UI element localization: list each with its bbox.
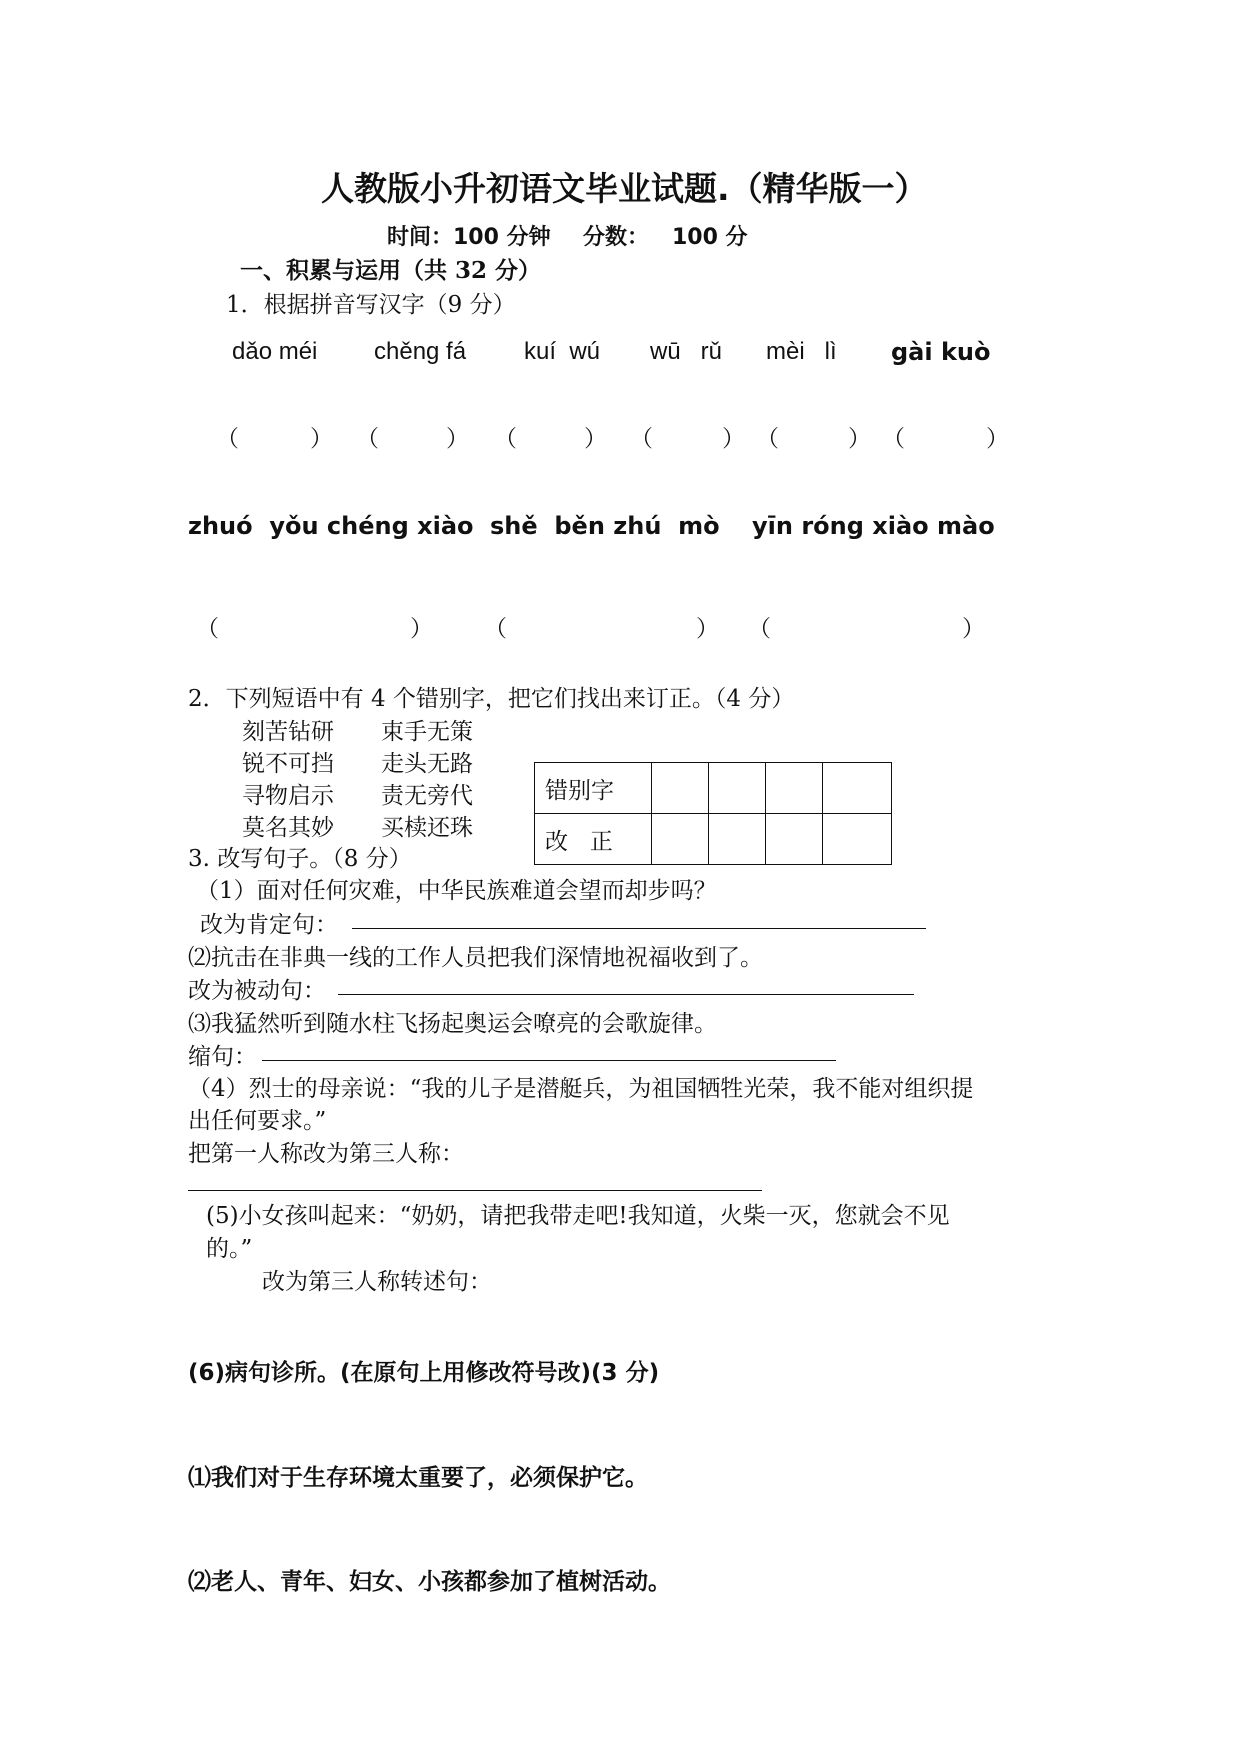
answer-cell[interactable] — [823, 814, 892, 865]
q3-instruction-3: 缩句： — [188, 1044, 257, 1070]
phrase: 责无旁代 — [381, 783, 473, 809]
phrase: 锐不可挡 — [242, 751, 334, 777]
q3-instruction-5: 改为第三人称转述句： — [262, 1269, 492, 1295]
answer-paren-open: （ — [196, 616, 219, 642]
answer-paren-open: （ — [216, 426, 239, 452]
answer-paren-open: （ — [484, 616, 507, 642]
answer-cell[interactable] — [709, 763, 766, 814]
q3-sentence-4-line1: （4）烈士的母亲说：“我的儿子是潜艇兵，为祖国牺牲光荣，我不能对组织提 — [188, 1076, 974, 1102]
pinyin-2: chěng fá — [374, 338, 467, 365]
answer-cell[interactable] — [709, 814, 766, 865]
answer-paren-close: ） — [584, 426, 607, 452]
answer-paren-close: ） — [446, 426, 469, 452]
answer-paren-close: ） — [986, 426, 1009, 452]
pinyin-6: gài kuò — [891, 338, 991, 366]
answer-paren-open: （ — [882, 426, 905, 452]
q6-prompt: (6)病句诊所。(在原句上用修改符号改)(3 分) — [188, 1360, 660, 1386]
q3-instruction-1: 改为肯定句： — [200, 912, 338, 938]
q3-instruction-4: 把第一人称改为第三人称： — [188, 1141, 464, 1167]
pinyin-idiom-1: zhuó yǒu chéng xiào — [188, 512, 474, 540]
table-row — [535, 763, 892, 814]
q3-sentence-3: ⑶我猛然听到随水柱飞扬起奥运会嘹亮的会歌旋律。 — [188, 1011, 717, 1037]
section-heading: 一、积累与运用（共 32 分） — [240, 257, 542, 284]
answer-paren-close: ） — [962, 616, 985, 642]
answer-paren-open: （ — [356, 426, 379, 452]
pinyin-idiom-3: yīn róng xiào mào — [752, 512, 995, 540]
q1-prompt: 1．根据拼音写汉字（9 分） — [226, 292, 516, 318]
q6-sentence-2: ⑵老人、青年、妇女、小孩都参加了植树活动。 — [188, 1569, 671, 1595]
pinyin-4: wū rǔ — [650, 338, 723, 365]
answer-paren-open: （ — [748, 616, 771, 642]
answer-cell[interactable] — [766, 763, 823, 814]
table-label-correct: 改 正 — [535, 814, 652, 865]
answer-paren-close: ） — [310, 426, 333, 452]
q3-prompt: 3. 改写句子。（8 分） — [188, 846, 412, 872]
answer-cell[interactable] — [652, 763, 709, 814]
correction-table — [534, 762, 892, 865]
answer-paren-close: ） — [410, 616, 433, 642]
phrase: 束手无策 — [381, 719, 473, 745]
answer-cell[interactable] — [823, 763, 892, 814]
answer-paren-close: ） — [848, 426, 871, 452]
answer-line[interactable] — [188, 1190, 762, 1191]
pinyin-1: dǎo méi — [232, 338, 318, 365]
table-row — [535, 814, 892, 865]
pinyin-5: mèi lì — [766, 338, 837, 365]
score-info: 分数： 100 分 — [583, 225, 748, 250]
phrase: 走头无路 — [381, 751, 473, 777]
answer-paren-open: （ — [756, 426, 779, 452]
answer-line[interactable] — [352, 928, 926, 929]
q3-sentence-2: ⑵抗击在非典一线的工作人员把我们深情地祝福收到了。 — [188, 945, 763, 971]
q3-sentence-4-line2: 出任何要求。” — [188, 1108, 327, 1134]
page-title: 人教版小升初语文毕业试题.（精华版一） — [321, 169, 928, 208]
q2-prompt: 2．下列短语中有 4 个错别字，把它们找出来订正。（4 分） — [188, 686, 795, 712]
q3-sentence-1: （1）面对任何灾难，中华民族难道会望而却步吗？ — [196, 878, 717, 904]
time-info: 时间：100 分钟 — [387, 225, 551, 250]
answer-paren-close: ） — [722, 426, 745, 452]
answer-paren-close: ） — [696, 616, 719, 642]
phrase: 买椟还珠 — [381, 815, 473, 841]
answer-cell[interactable] — [766, 814, 823, 865]
answer-line[interactable] — [338, 994, 914, 995]
pinyin-3: kuí wú — [524, 338, 601, 365]
answer-line[interactable] — [262, 1060, 836, 1061]
pinyin-idiom-2: shě běn zhú mò — [490, 512, 720, 540]
phrase: 寻物启示 — [242, 783, 334, 809]
phrase: 刻苦钻研 — [242, 719, 334, 745]
answer-cell[interactable] — [652, 814, 709, 865]
answer-paren-open: （ — [630, 426, 653, 452]
q3-instruction-2: 改为被动句： — [188, 978, 326, 1004]
table-label-wrong: 错别字 — [535, 763, 652, 814]
q3-sentence-5-line1: (5)小女孩叫起来：“奶奶，请把我带走吧!我知道，火柴一灭，您就会不见 — [206, 1203, 950, 1229]
q3-sentence-5-line2: 的。” — [206, 1236, 253, 1262]
q6-sentence-1: ⑴我们对于生存环境太重要了，必须保护它。 — [188, 1465, 648, 1491]
phrase: 莫名其妙 — [242, 815, 334, 841]
answer-paren-open: （ — [494, 426, 517, 452]
